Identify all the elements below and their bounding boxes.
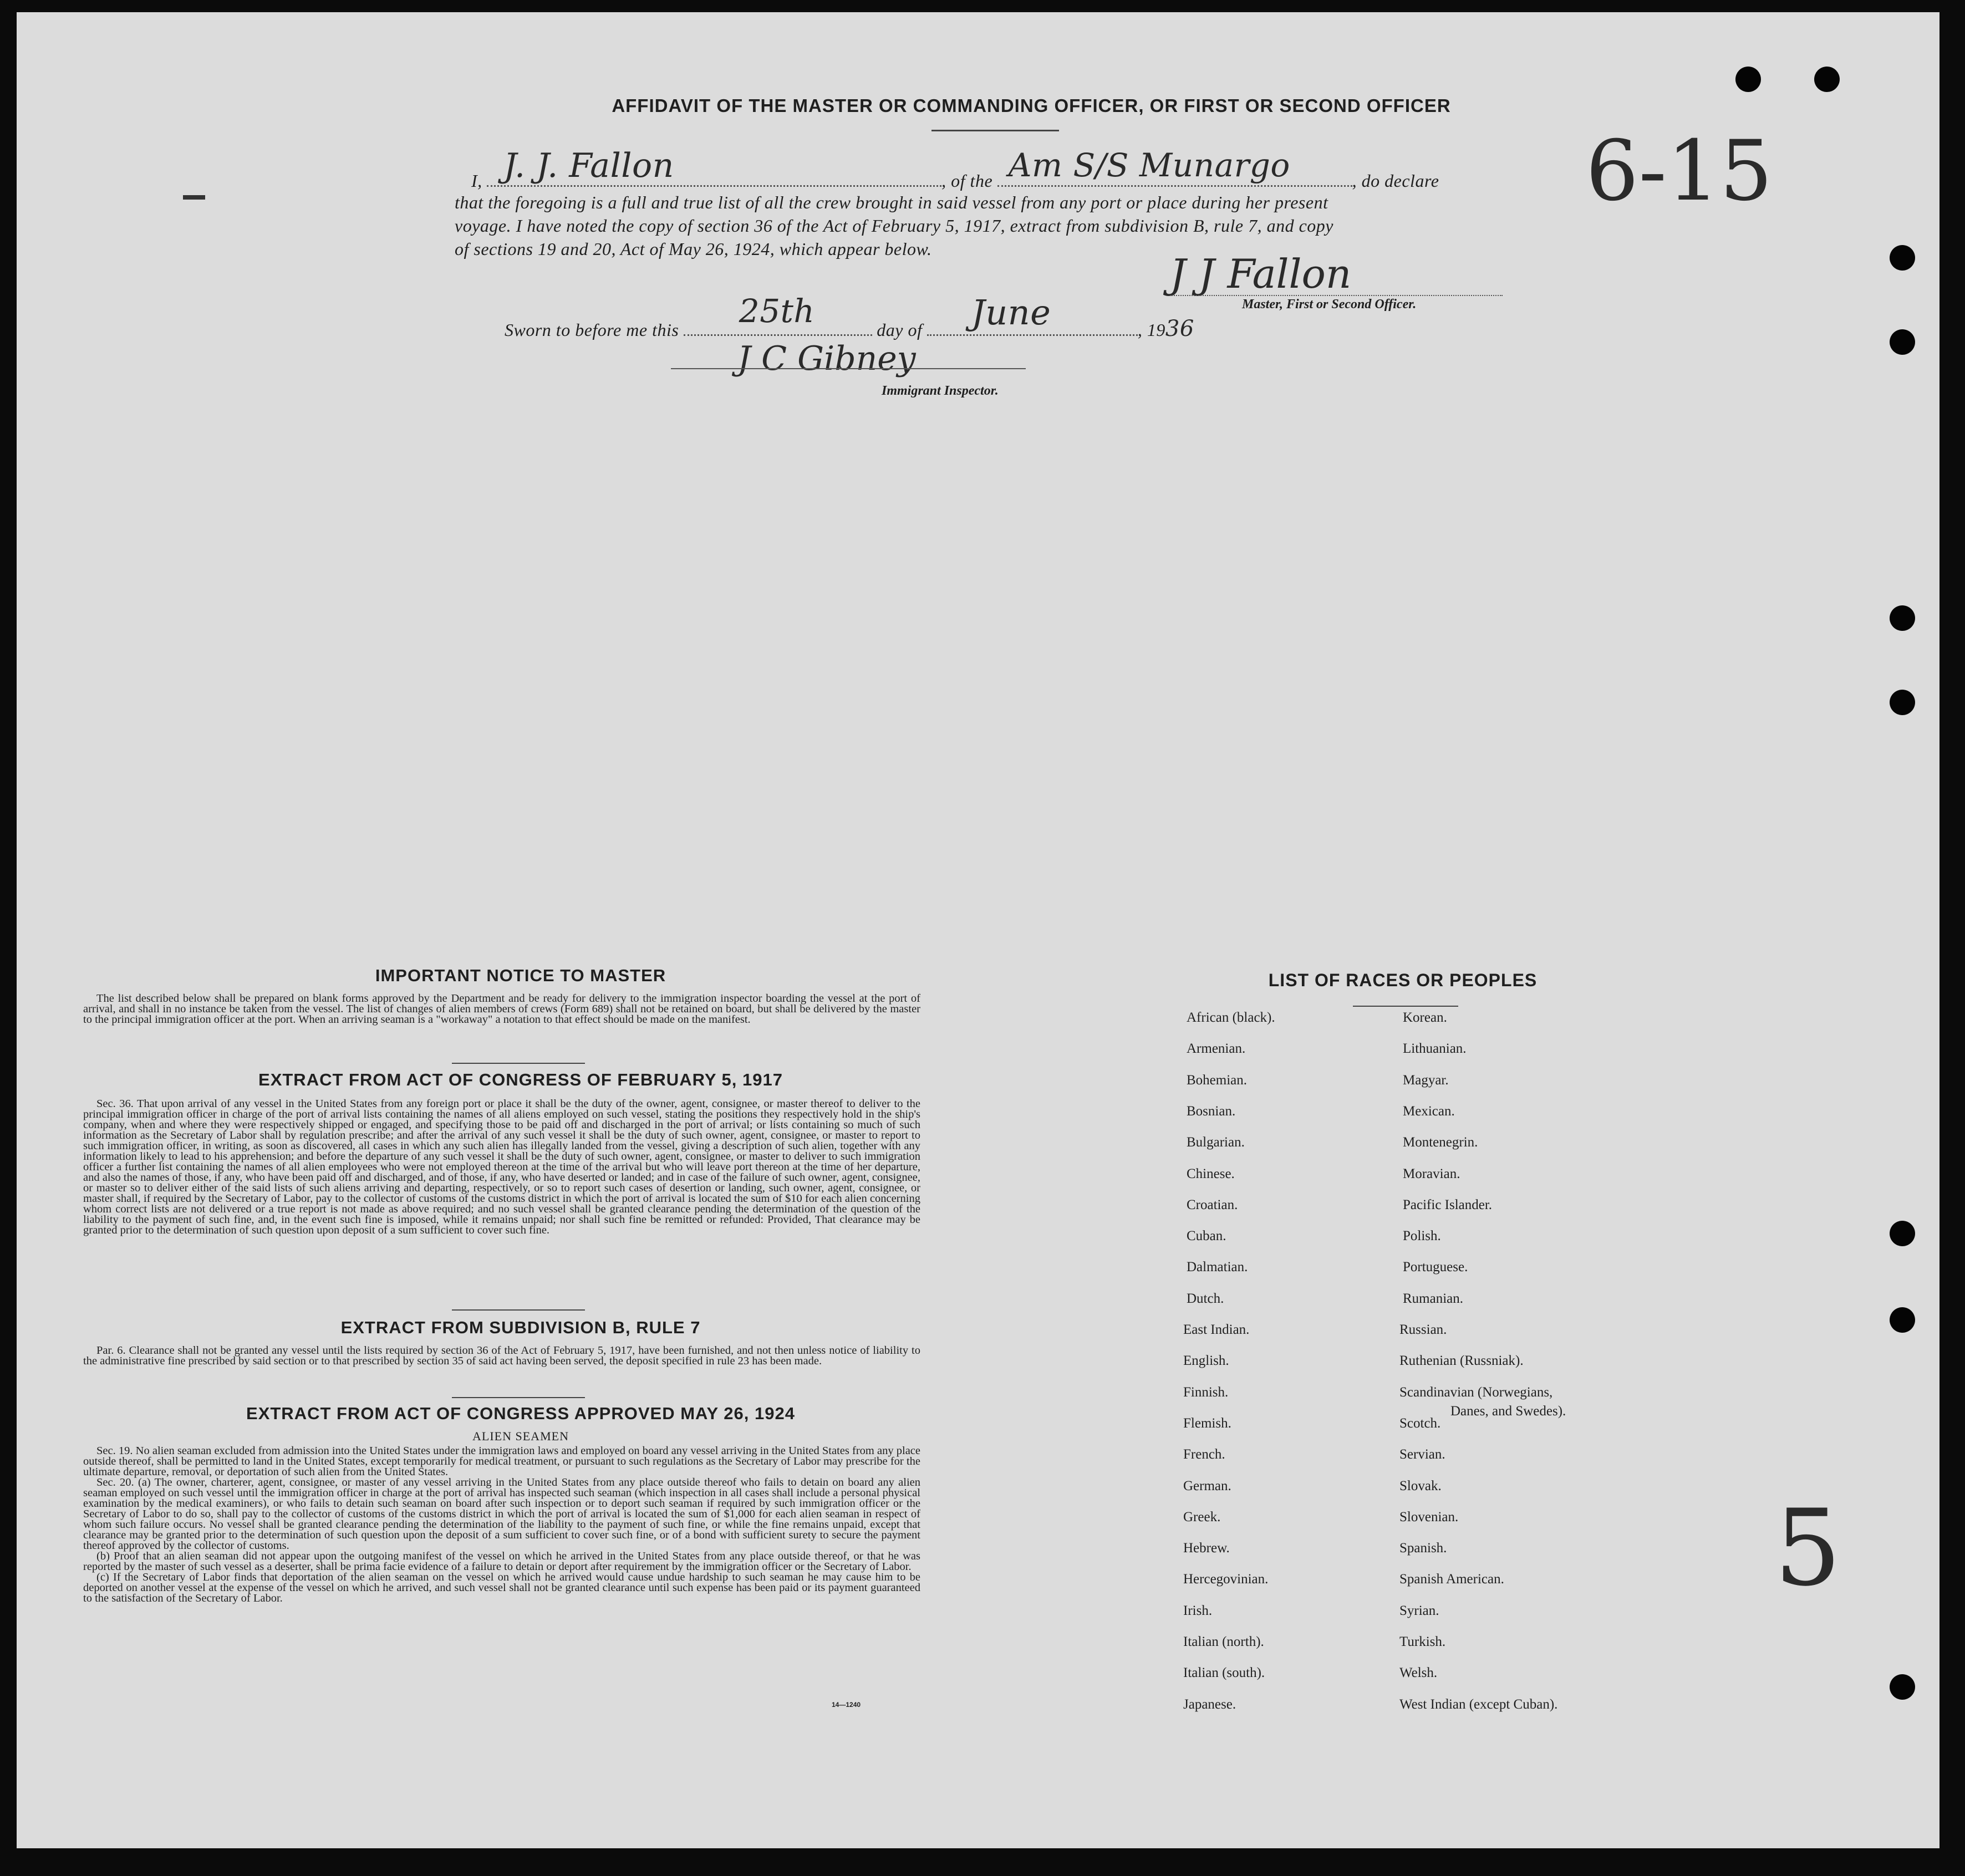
race-item: Japanese. xyxy=(1183,1696,1236,1712)
race-item: African (black). xyxy=(1187,1010,1275,1025)
master-name-field xyxy=(487,146,941,187)
sworn-year-handwriting: 36 xyxy=(1165,316,1194,341)
line1-mid: , of the xyxy=(941,171,993,191)
sworn-day-handwriting: 25th xyxy=(739,292,815,330)
master-name-handwriting: J. J. Fallon xyxy=(503,146,674,185)
race-item: Lithuanian. xyxy=(1403,1041,1467,1057)
race-item: Irish. xyxy=(1183,1603,1213,1618)
sec20a-text: Sec. 20. (a) The owner, charterer, agent, consignee, or master of any vessel arriving in the United States from any place outside thereof who fails to detain on board any alien seaman employed on such vessel until the immigration officer in charge at the port of arrival has inspected such seaman (which inspection in all cases shall include a personal physical examination by the medical examiners), or who fails to detain such seaman on board after such inspection or to deport such seaman if required by such immigration officer or the Secretary of Labor to do so, shall pay to the collector of customs of the customs district in which the port of arrival is located the sum of $1,000 for each alien seaman in respect of whom such failure occurs. No vessel shall be granted clearance pending the determination of the liability to the payment of such fine, or while the fine remains unpaid, except that clearance may be granted prior to the determination of such question upon the deposit of a sum sufficient to cover such fine, or of a bond with sufficient surety to secure the payment thereof approved by the collector of customs. xyxy=(83,1476,920,1552)
binder-hole-9 xyxy=(1890,1674,1915,1700)
race-scandinavian-continued: Danes, and Swedes). xyxy=(1450,1404,1566,1419)
race-item: Rumanian. xyxy=(1403,1291,1464,1306)
race-item: Slovenian. xyxy=(1399,1509,1459,1525)
sworn-mid: day of xyxy=(877,320,923,340)
race-item: Croatian. xyxy=(1187,1197,1238,1212)
race-item: Turkish. xyxy=(1399,1634,1446,1649)
race-item: Scotch. xyxy=(1399,1415,1441,1431)
extract-1924-subtitle: ALIEN SEAMEN xyxy=(472,1429,569,1443)
binder-hole-8 xyxy=(1890,1307,1915,1333)
sworn-line xyxy=(505,292,1194,341)
race-item: Hebrew. xyxy=(1183,1541,1230,1556)
binder-hole-6 xyxy=(1890,690,1915,715)
rule7-title: EXTRACT FROM SUBDIVISION B, RULE 7 xyxy=(340,1318,701,1337)
race-item: Greek. xyxy=(1183,1509,1221,1525)
notice-text: The list described below shall be prepared on blank forms approved by the Department and be ready for delivery to the immigration inspector boarding the vessel at the port of arrival, and shall in no instance be taken from the vessel. The list of changes of alien members of crews (Form 689) shall not be retained on board, but shall be delivered by the master to the principal immigration officer at the port. When an arriving seaman is a "workaway" a notation to that effect should be made on the manifest. xyxy=(83,992,920,1026)
extract-1917-title: EXTRACT FROM ACT OF CONGRESS OF FEBRUARY 5, 1917 xyxy=(258,1070,783,1089)
race-item: Italian (north). xyxy=(1183,1634,1264,1649)
line1-prefix: I, xyxy=(471,171,482,191)
binder-hole-4 xyxy=(1890,329,1915,355)
race-item: East Indian. xyxy=(1183,1322,1250,1337)
binder-hole-2 xyxy=(1814,67,1840,92)
race-item: Bulgarian. xyxy=(1187,1135,1245,1150)
race-item: Spanish American. xyxy=(1399,1572,1504,1587)
race-item: Flemish. xyxy=(1183,1415,1231,1431)
race-item: Welsh. xyxy=(1399,1665,1438,1681)
inspector-caption: Immigrant Inspector. xyxy=(882,384,999,398)
binder-hole-3 xyxy=(1890,245,1915,271)
race-item: Armenian. xyxy=(1187,1041,1246,1057)
race-item: Servian. xyxy=(1399,1447,1445,1462)
affidavit-line-4: of sections 19 and 20, Act of May 26, 1924, which appear below. xyxy=(455,239,932,259)
master-caption: Master, First or Second Officer. xyxy=(1242,297,1417,312)
top-right-annotation: 6-15 xyxy=(1586,123,1773,220)
race-item: Syrian. xyxy=(1399,1603,1439,1618)
race-item: Slovak. xyxy=(1399,1478,1442,1493)
document-page xyxy=(17,12,1939,1848)
race-item: Bosnian. xyxy=(1187,1103,1236,1119)
form-code: 14—1240 xyxy=(832,1701,861,1709)
race-item: Hercegovinian. xyxy=(1183,1572,1269,1587)
race-item: Korean. xyxy=(1403,1010,1447,1025)
rule7-text: Par. 6. Clearance shall not be granted any vessel until the lists required by section 36 of the Act of February 5, 1917, have been furnished, and not then unless notice of liability to the administrative fine prescribed by said section or to that prescribed by section 35 of said act having been served, the deposit specified in rule 23 has been made. xyxy=(83,1344,920,1367)
race-item: Cuban. xyxy=(1187,1228,1226,1244)
line1-suffix: , do declare xyxy=(1352,171,1439,191)
races-divider xyxy=(1353,1006,1458,1007)
sworn-day-field xyxy=(684,292,872,336)
race-item: Chinese. xyxy=(1187,1166,1235,1181)
inspector-signature: J C Gibney xyxy=(737,339,916,378)
race-item: Montenegrin. xyxy=(1403,1135,1478,1150)
race-item: Magyar. xyxy=(1403,1072,1449,1088)
stray-mark xyxy=(183,195,205,200)
race-item: French. xyxy=(1183,1447,1225,1462)
binder-hole-1 xyxy=(1735,67,1761,92)
sworn-month-field xyxy=(927,292,1138,336)
vessel-name-field xyxy=(997,146,1352,187)
sec20c-text: (c) If the Secretary of Labor finds that deportation of the alien seaman on the vessel on which he arrived would cause undue hardship to such seaman he may cause him to be deported on another vessel at the expense of the vessel on which he arrived, and such vessel shall not be granted clearance until such expense has been paid or its payment guaranteed to the satisfaction of the Secretary of Labor. xyxy=(83,1571,920,1604)
notice-title: IMPORTANT NOTICE TO MASTER xyxy=(375,966,666,985)
sec20b-text: (b) Proof that an alien seaman did not appear upon the outgoing manifest of the vessel on which he arrived in the United States from any place outside thereof, or that he was reported by the master of such vessel as a deserter, shall be prima facie evidence of a failure to detain or deport after requirement by the immigration officer or the Secretary of Labor. xyxy=(83,1550,920,1573)
race-item: Finnish. xyxy=(1183,1384,1229,1400)
race-item: Dutch. xyxy=(1187,1291,1224,1306)
sworn-month-handwriting: June xyxy=(971,292,1051,333)
races-title: LIST OF RACES OR PEOPLES xyxy=(1268,970,1538,990)
master-signature-line xyxy=(1170,295,1503,296)
race-item: Pacific Islander. xyxy=(1403,1197,1493,1212)
extract-1924-title: EXTRACT FROM ACT OF CONGRESS APPROVED MAY 26, 1924 xyxy=(246,1404,795,1423)
extract-1924-text xyxy=(83,1446,920,1604)
race-item: Mexican. xyxy=(1403,1103,1455,1119)
race-item: Moravian. xyxy=(1403,1166,1460,1181)
affidavit-line-1 xyxy=(471,146,1439,191)
inspector-signature-line xyxy=(671,368,1026,369)
race-item: Scandinavian (Norwegians, xyxy=(1399,1384,1553,1400)
affidavit-line-3: voyage. I have noted the copy of section 36 of the Act of February 5, 1917, extract from subdivision B, rule 7, and copy xyxy=(455,216,1333,236)
race-item: Ruthenian (Russniak). xyxy=(1399,1353,1524,1369)
extract-1917-divider xyxy=(452,1309,585,1311)
race-item: Russian. xyxy=(1399,1322,1447,1337)
race-item: German. xyxy=(1183,1478,1231,1493)
affidavit-title: AFFIDAVIT OF THE MASTER OR COMMANDING OFFICER, OR FIRST OR SECOND OFFICER xyxy=(612,95,1451,116)
sworn-prefix: Sworn to before me this xyxy=(505,320,679,340)
race-item: Italian (south). xyxy=(1183,1665,1265,1681)
binder-hole-7 xyxy=(1890,1221,1915,1246)
notice-divider xyxy=(452,1063,585,1064)
race-item: Polish. xyxy=(1403,1228,1441,1244)
master-signature: J J Fallon xyxy=(1170,251,1352,297)
sworn-year-prefix: , 19 xyxy=(1137,320,1165,340)
race-item: Bohemian. xyxy=(1187,1072,1248,1088)
rule7-divider xyxy=(452,1397,585,1398)
race-item: English. xyxy=(1183,1353,1229,1369)
race-item: Portuguese. xyxy=(1403,1260,1468,1275)
affidavit-line-2: that the foregoing is a full and true list of all the crew brought in said vessel from any port or place during her present xyxy=(455,192,1328,212)
extract-1917-text: Sec. 36. That upon arrival of any vessel in the United States from any foreign port or place it shall be the duty of the owner, agent, consignee, or master thereof to deliver to the principal immigration officer in charge of the port of arrival lists containing the names of all aliens employed on such vessel, stating the positions they respectively hold in the ship's company, when and where they were respectively shipped or engaged, and specifying those to be paid off and discharged in the port of arrival; or lists containing so much of such information as the Secretary of Labor shall by regulation prescribe; and after the arrival of any such vessel it shall be the duty of such owner, agent, consignee, or master to report to such immigration officer, in writing, as soon as discovered, all cases in which any such alien has illegally landed from the vessel, giving a description of such alien, together with any information likely to lead to his apprehension; and before the departure of any such vessel it shall be the duty of such owner, agent, consignee, or master to deliver to such immigration officer a further list containing the names of all alien employees who were not employed thereon at the time of the arrival but who will leave port thereon at the time of her departure, and also the names of those, if any, who have been paid off and discharged, and of those, if any, who have deserted or landed; and in case of the failure of such owner, agent, consignee, or master so to deliver either of the said lists of such aliens arriving and departing, respectively, or so to report such cases of desertion or landing, such owner, agent, consignee, or master shall, if required by the Secretary of Labor, pay to the collector of customs of the customs district in which the port of arrival is located the sum of $10 for each alien concerning whom correct lists are not delivered or a true report is not made as above required; and no such vessel shall be granted clearance pending the determination of the question of the liability to the payment of such fine, and, in the event such fine is imposed, while it remains unpaid; nor shall such fine be remitted or refunded: Provided, That clearance may be granted prior to the determination of such question upon deposit of a sum sufficient to cover such fine. xyxy=(83,1098,920,1236)
right-margin-annotation: 5 xyxy=(1774,1487,1841,1609)
race-item: West Indian (except Cuban). xyxy=(1399,1696,1558,1712)
title-divider xyxy=(931,130,1059,131)
race-item: Spanish. xyxy=(1399,1541,1447,1556)
sec19-text: Sec. 19. No alien seaman excluded from admission into the United States under the immigration laws and employed on board any vessel arriving in the United States from any place outside thereof, shall be permitted to land in the United States, except temporarily for medical treatment, or pursuant to such regulations as the Secretary of Labor may prescribe for the ultimate departure, removal, or deportation of such alien from the United States. xyxy=(83,1445,920,1478)
vessel-name-handwriting: Am S/S Munargo xyxy=(1008,146,1290,184)
binder-hole-5 xyxy=(1890,605,1915,631)
race-item: Dalmatian. xyxy=(1187,1260,1248,1275)
